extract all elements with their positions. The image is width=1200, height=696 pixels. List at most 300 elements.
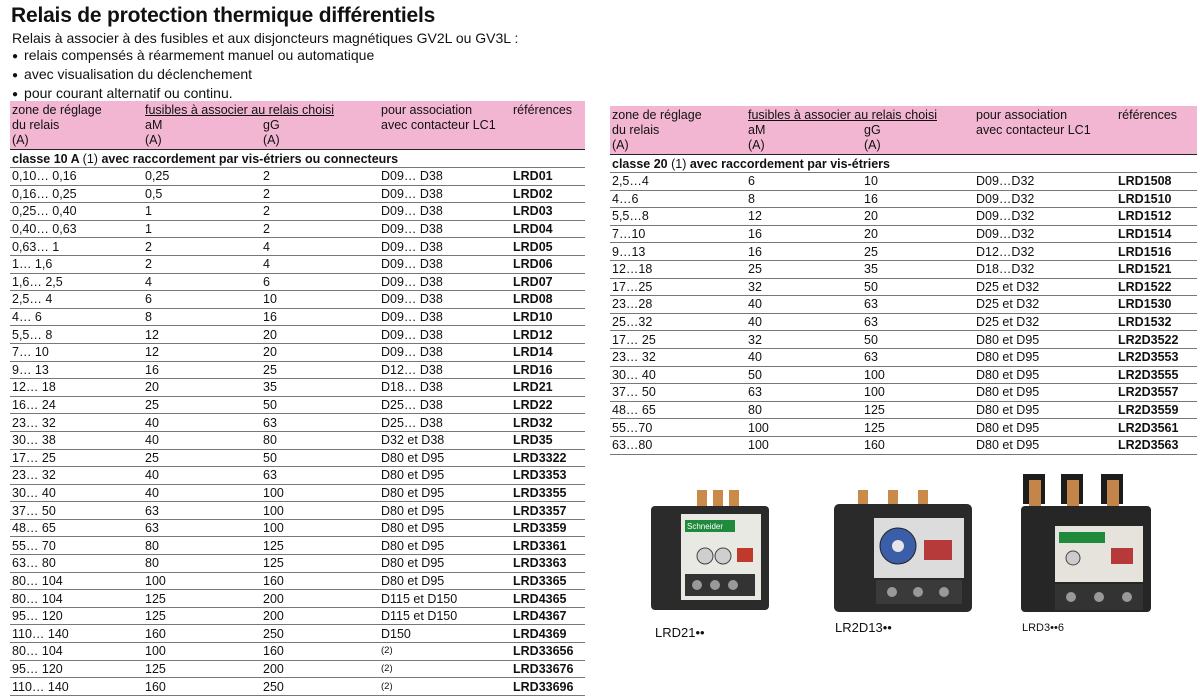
gg-cell: 100 <box>261 484 379 502</box>
zone-header-line2: du relais <box>12 118 60 132</box>
contactor-cell: (2) <box>379 660 511 678</box>
zone-cell: 0,16… 0,25 <box>10 185 143 203</box>
am-cell: 160 <box>143 678 261 696</box>
zone-cell: 63… 80 <box>10 555 143 573</box>
gg-cell: 100 <box>261 502 379 520</box>
contactor-cell: D80 et D95 <box>379 449 511 467</box>
gg-cell: 200 <box>261 660 379 678</box>
table-row <box>10 203 585 221</box>
gg-cell: 20 <box>862 208 974 226</box>
table-row <box>10 537 585 555</box>
zone-cell: 2,5… 4 <box>10 291 143 309</box>
table-row <box>10 431 585 449</box>
contactor-cell: D25… D38 <box>379 396 511 414</box>
contactor-cell: D12… D38 <box>379 361 511 379</box>
zone-cell: 0,25… 0,40 <box>10 203 143 221</box>
gg-cell: 50 <box>862 278 974 296</box>
reference-cell: LR2D3557 <box>1116 384 1197 402</box>
zone-cell: 110… 140 <box>10 625 143 643</box>
table-row <box>10 678 585 696</box>
reference-cell: LRD3359 <box>511 519 585 537</box>
gg-cell: 100 <box>862 384 974 402</box>
table-row <box>10 414 585 432</box>
table-header <box>610 106 1197 173</box>
table-row <box>10 291 585 309</box>
am-cell: 8 <box>143 308 261 326</box>
contactor-cell: D18…D32 <box>974 260 1116 278</box>
am-cell: 1 <box>143 220 261 238</box>
am-header: aM <box>748 123 766 137</box>
fuses-header-label: fusibles à associer au relais choisi <box>748 108 937 122</box>
gg-cell: 2 <box>261 203 379 221</box>
zone-cell: 17… 25 <box>610 331 746 349</box>
am-cell: 20 <box>143 379 261 397</box>
assoc-header-line2: avec contacteur LC1 <box>976 123 1091 137</box>
gg-cell: 2 <box>261 220 379 238</box>
gg-cell: 50 <box>862 331 974 349</box>
table-row <box>10 625 585 643</box>
gg-cell: 250 <box>261 678 379 696</box>
page-title: Relais de protection thermique différentiels <box>11 4 436 27</box>
gg-cell: 80 <box>261 431 379 449</box>
relay-photo-lr2d13 <box>828 488 978 616</box>
zone-header-line2: du relais <box>612 123 660 137</box>
table-row <box>610 331 1197 349</box>
am-cell: 2 <box>143 238 261 256</box>
contactor-cell: D09… D38 <box>379 343 511 361</box>
reference-cell: LRD1522 <box>1116 278 1197 296</box>
am-cell: 125 <box>143 660 261 678</box>
gg-cell: 63 <box>261 467 379 485</box>
am-cell: 16 <box>143 361 261 379</box>
am-cell: 40 <box>143 414 261 432</box>
reference-cell: LRD3361 <box>511 537 585 555</box>
intro-line: Relais à associer à des fusibles et aux disjoncteurs magnétiques GV2L ou GV3L : <box>12 30 519 46</box>
photo-caption: LRD3••6 <box>1022 622 1064 634</box>
table-row <box>10 361 585 379</box>
zone-cell: 7…10 <box>610 225 746 243</box>
zone-cell: 30… 40 <box>610 366 746 384</box>
reference-cell: LRD1510 <box>1116 190 1197 208</box>
gg-cell: 50 <box>261 396 379 414</box>
zone-cell: 30… 38 <box>10 431 143 449</box>
bullet-item: ● pour courant alternatif ou continu. <box>12 85 518 104</box>
gg-unit: (A) <box>263 133 280 147</box>
gg-cell: 16 <box>862 190 974 208</box>
reference-cell: LRD33676 <box>511 660 585 678</box>
assoc-header <box>974 106 1116 155</box>
assoc-header-line1: pour association <box>381 103 473 117</box>
gg-cell: 63 <box>862 348 974 366</box>
zone-cell: 63…80 <box>610 436 746 454</box>
refs-header: références <box>1116 106 1197 155</box>
class-note: (1) <box>82 151 98 166</box>
gg-header: gG <box>263 118 280 132</box>
table-row <box>10 449 585 467</box>
fuses-header-label: fusibles à associer au relais choisi <box>145 103 334 117</box>
gg-cell: 250 <box>261 625 379 643</box>
contactor-cell: D09… D38 <box>379 308 511 326</box>
table-row <box>10 519 585 537</box>
zone-cell: 17… 25 <box>10 449 143 467</box>
gg-cell: 63 <box>862 313 974 331</box>
reference-cell: LRD08 <box>511 291 585 309</box>
gg-cell: 125 <box>261 555 379 573</box>
gg-cell: 35 <box>261 379 379 397</box>
zone-header-unit: (A) <box>612 138 629 152</box>
gg-cell: 63 <box>261 414 379 432</box>
contactor-cell: D09… D38 <box>379 203 511 221</box>
gg-cell: 4 <box>261 255 379 273</box>
am-unit: (A) <box>748 138 765 152</box>
table-row <box>10 467 585 485</box>
zone-header-unit: (A) <box>12 133 29 147</box>
contactor-cell: D80 et D95 <box>379 537 511 555</box>
fuses-header <box>746 106 974 155</box>
brand-label: Schneider <box>687 522 724 531</box>
am-cell: 125 <box>143 607 261 625</box>
reference-cell: LRD1521 <box>1116 260 1197 278</box>
contactor-cell: D09…D32 <box>974 208 1116 226</box>
zone-cell: 37… 50 <box>610 384 746 402</box>
zone-cell: 5,5… 8 <box>10 326 143 344</box>
contactor-cell: D09… D38 <box>379 238 511 256</box>
class-description: avec raccordement par vis-étriers ou connecteurs <box>101 151 399 166</box>
zone-cell: 48… 65 <box>10 519 143 537</box>
zone-header-line1: zone de réglage <box>12 103 102 117</box>
reference-cell: LRD3357 <box>511 502 585 520</box>
zone-header <box>10 101 143 150</box>
contactor-cell: D09… D38 <box>379 273 511 291</box>
table-row <box>610 173 1197 191</box>
zone-cell: 1,6… 2,5 <box>10 273 143 291</box>
gg-cell: 50 <box>261 449 379 467</box>
class-label: classe 10 A <box>12 151 80 166</box>
reference-cell: LRD01 <box>511 168 585 186</box>
photo-caption: LR2D13•• <box>835 620 892 635</box>
contactor-cell: D09…D32 <box>974 173 1116 191</box>
contactor-cell: D80 et D95 <box>379 467 511 485</box>
table-row <box>10 607 585 625</box>
bullet-item: ● avec visualisation du déclenchement <box>12 66 518 85</box>
reference-cell: LRD1532 <box>1116 313 1197 331</box>
zone-cell: 48… 65 <box>610 401 746 419</box>
table-row <box>10 643 585 661</box>
gg-cell: 20 <box>862 225 974 243</box>
zone-cell: 0,63… 1 <box>10 238 143 256</box>
zone-cell: 110… 140 <box>10 678 143 696</box>
table-row <box>610 208 1197 226</box>
reference-cell: LRD04 <box>511 220 585 238</box>
reference-cell: LR2D3553 <box>1116 348 1197 366</box>
zone-cell: 0,10… 0,16 <box>10 168 143 186</box>
zone-header <box>610 106 746 155</box>
am-cell: 12 <box>746 208 862 226</box>
relay-table-class20 <box>610 106 1197 455</box>
am-cell: 63 <box>746 384 862 402</box>
table-row <box>610 278 1197 296</box>
zone-cell: 1… 1,6 <box>10 255 143 273</box>
contactor-cell: D09…D32 <box>974 225 1116 243</box>
class-label: classe 20 <box>612 156 668 171</box>
zone-cell: 30… 40 <box>10 484 143 502</box>
am-cell: 40 <box>143 431 261 449</box>
am-cell: 0,25 <box>143 168 261 186</box>
contactor-cell: D25… D38 <box>379 414 511 432</box>
table-row <box>610 419 1197 437</box>
am-cell: 160 <box>143 625 261 643</box>
am-cell: 12 <box>143 343 261 361</box>
reference-cell: LRD1516 <box>1116 243 1197 261</box>
table-row <box>610 348 1197 366</box>
reference-cell: LRD33656 <box>511 643 585 661</box>
table-header <box>10 101 585 168</box>
table-row <box>10 308 585 326</box>
gg-cell: 20 <box>261 343 379 361</box>
am-unit: (A) <box>145 133 162 147</box>
contactor-cell: D32 et D38 <box>379 431 511 449</box>
contactor-cell: (2) <box>379 678 511 696</box>
contactor-cell: D80 et D95 <box>379 484 511 502</box>
contactor-cell: D80 et D95 <box>974 436 1116 454</box>
zone-cell: 23… 32 <box>10 467 143 485</box>
assoc-header-line1: pour association <box>976 108 1068 122</box>
table-row <box>10 220 585 238</box>
reference-cell: LRD3355 <box>511 484 585 502</box>
zone-cell: 23…28 <box>610 296 746 314</box>
gg-cell: 100 <box>862 366 974 384</box>
zone-cell: 37… 50 <box>10 502 143 520</box>
table-row <box>610 190 1197 208</box>
zone-cell: 55…70 <box>610 419 746 437</box>
gg-unit: (A) <box>864 138 881 152</box>
zone-cell: 4…6 <box>610 190 746 208</box>
photo-caption: LRD21•• <box>655 625 705 640</box>
gg-cell: 125 <box>862 419 974 437</box>
contactor-cell: D18… D38 <box>379 379 511 397</box>
reference-cell: LRD16 <box>511 361 585 379</box>
table-row <box>10 185 585 203</box>
reference-cell: LR2D3559 <box>1116 401 1197 419</box>
contactor-cell: D80 et D95 <box>974 331 1116 349</box>
zone-cell: 95… 120 <box>10 607 143 625</box>
zone-cell: 16… 24 <box>10 396 143 414</box>
gg-header: gG <box>864 123 881 137</box>
reference-cell: LRD21 <box>511 379 585 397</box>
contactor-cell: D09…D32 <box>974 190 1116 208</box>
zone-cell: 2,5…4 <box>610 173 746 191</box>
table-row <box>10 238 585 256</box>
reference-cell: LRD03 <box>511 203 585 221</box>
am-cell: 100 <box>143 572 261 590</box>
contactor-cell: (2) <box>379 643 511 661</box>
zone-cell: 23… 32 <box>10 414 143 432</box>
gg-cell: 25 <box>862 243 974 261</box>
contactor-cell: D80 et D95 <box>974 419 1116 437</box>
contactor-cell: D25 et D32 <box>974 313 1116 331</box>
refs-header: références <box>511 101 585 150</box>
am-header: aM <box>145 118 163 132</box>
contactor-cell: D09… D38 <box>379 255 511 273</box>
zone-cell: 80… 104 <box>10 572 143 590</box>
am-cell: 16 <box>746 225 862 243</box>
am-cell: 100 <box>746 436 862 454</box>
reference-cell: LRD35 <box>511 431 585 449</box>
am-cell: 2 <box>143 255 261 273</box>
gg-cell: 200 <box>261 607 379 625</box>
am-cell: 63 <box>143 519 261 537</box>
contactor-cell: D09… D38 <box>379 326 511 344</box>
reference-cell: LRD06 <box>511 255 585 273</box>
am-cell: 25 <box>143 449 261 467</box>
am-cell: 63 <box>143 502 261 520</box>
gg-cell: 125 <box>261 537 379 555</box>
table-body <box>610 173 1197 455</box>
table-row <box>10 660 585 678</box>
reference-cell: LRD3353 <box>511 467 585 485</box>
am-cell: 100 <box>143 643 261 661</box>
contactor-cell: D80 et D95 <box>974 348 1116 366</box>
zone-cell: 9… 13 <box>10 361 143 379</box>
relay-photo-lrd21 <box>645 488 775 616</box>
contactor-cell: D09… D38 <box>379 168 511 186</box>
contactor-cell: D80 et D95 <box>379 519 511 537</box>
am-cell: 6 <box>746 173 862 191</box>
table-row <box>10 273 585 291</box>
am-cell: 25 <box>746 260 862 278</box>
table-row <box>610 366 1197 384</box>
contactor-cell: D25 et D32 <box>974 278 1116 296</box>
assoc-header <box>379 101 511 150</box>
table-row <box>610 401 1197 419</box>
contactor-cell: D115 et D150 <box>379 590 511 608</box>
zone-cell: 95… 120 <box>10 660 143 678</box>
reference-cell: LRD3363 <box>511 555 585 573</box>
table-row <box>10 484 585 502</box>
reference-cell: LRD02 <box>511 185 585 203</box>
reference-cell: LRD4369 <box>511 625 585 643</box>
zone-cell: 4… 6 <box>10 308 143 326</box>
gg-cell: 4 <box>261 238 379 256</box>
table-row <box>10 168 585 186</box>
contactor-cell: D80 et D95 <box>379 555 511 573</box>
gg-cell: 25 <box>261 361 379 379</box>
reference-cell: LRD3322 <box>511 449 585 467</box>
reference-cell: LRD07 <box>511 273 585 291</box>
contactor-cell: D80 et D95 <box>379 572 511 590</box>
reference-cell: LRD1514 <box>1116 225 1197 243</box>
reference-cell: LR2D3561 <box>1116 419 1197 437</box>
class-row <box>610 155 1197 173</box>
reference-cell: LRD10 <box>511 308 585 326</box>
assoc-header-line2: avec contacteur LC1 <box>381 118 496 132</box>
zone-cell: 80… 104 <box>10 643 143 661</box>
zone-cell: 5,5…8 <box>610 208 746 226</box>
reference-cell: LRD3365 <box>511 572 585 590</box>
contactor-cell: D80 et D95 <box>974 366 1116 384</box>
gg-cell: 63 <box>862 296 974 314</box>
am-cell: 125 <box>143 590 261 608</box>
am-cell: 80 <box>143 555 261 573</box>
zone-cell: 17…25 <box>610 278 746 296</box>
zone-cell: 80… 104 <box>10 590 143 608</box>
relay-photo-lrd3 <box>1015 470 1175 616</box>
zone-header-line1: zone de réglage <box>612 108 702 122</box>
contactor-cell: D80 et D95 <box>974 384 1116 402</box>
am-cell: 80 <box>143 537 261 555</box>
contactor-cell: D150 <box>379 625 511 643</box>
contactor-cell: D80 et D95 <box>974 401 1116 419</box>
zone-cell: 12… 18 <box>10 379 143 397</box>
table-row <box>10 255 585 273</box>
reference-cell: LRD22 <box>511 396 585 414</box>
am-cell: 80 <box>746 401 862 419</box>
fuses-header <box>143 101 379 150</box>
table-row <box>10 555 585 573</box>
table-row <box>10 590 585 608</box>
bullet-item: ● relais compensés à réarmement manuel ou automatique <box>12 47 518 66</box>
reference-cell: LR2D3563 <box>1116 436 1197 454</box>
contactor-cell: D25 et D32 <box>974 296 1116 314</box>
contactor-cell: D09… D38 <box>379 291 511 309</box>
am-cell: 40 <box>746 296 862 314</box>
am-cell: 40 <box>143 467 261 485</box>
am-cell: 32 <box>746 278 862 296</box>
table-row <box>10 326 585 344</box>
table-row <box>610 313 1197 331</box>
class-row <box>10 150 585 168</box>
zone-cell: 7… 10 <box>10 343 143 361</box>
class-description: avec raccordement par vis-étriers <box>689 156 890 171</box>
reference-cell: LRD4365 <box>511 590 585 608</box>
gg-cell: 160 <box>261 572 379 590</box>
reference-cell: LRD1508 <box>1116 173 1197 191</box>
class-note: (1) <box>671 156 687 171</box>
reference-cell: LR2D3522 <box>1116 331 1197 349</box>
table-row <box>610 436 1197 454</box>
zone-cell: 12…18 <box>610 260 746 278</box>
table-row <box>10 502 585 520</box>
am-cell: 16 <box>746 243 862 261</box>
reference-cell: LRD33696 <box>511 678 585 696</box>
gg-cell: 2 <box>261 168 379 186</box>
gg-cell: 20 <box>261 326 379 344</box>
am-cell: 50 <box>746 366 862 384</box>
zone-cell: 23… 32 <box>610 348 746 366</box>
table-row <box>10 343 585 361</box>
gg-cell: 160 <box>261 643 379 661</box>
gg-cell: 16 <box>261 308 379 326</box>
gg-cell: 10 <box>261 291 379 309</box>
gg-cell: 6 <box>261 273 379 291</box>
gg-cell: 35 <box>862 260 974 278</box>
reference-cell: LRD1512 <box>1116 208 1197 226</box>
contactor-cell: D12…D32 <box>974 243 1116 261</box>
reference-cell: LRD12 <box>511 326 585 344</box>
reference-cell: LR2D3555 <box>1116 366 1197 384</box>
gg-cell: 200 <box>261 590 379 608</box>
am-cell: 100 <box>746 419 862 437</box>
table-body <box>10 168 585 696</box>
zone-cell: 55… 70 <box>10 537 143 555</box>
reference-cell: LRD1530 <box>1116 296 1197 314</box>
am-cell: 40 <box>746 348 862 366</box>
gg-cell: 100 <box>261 519 379 537</box>
table-row <box>10 396 585 414</box>
table-row <box>10 379 585 397</box>
table-row <box>10 572 585 590</box>
table-row <box>610 384 1197 402</box>
